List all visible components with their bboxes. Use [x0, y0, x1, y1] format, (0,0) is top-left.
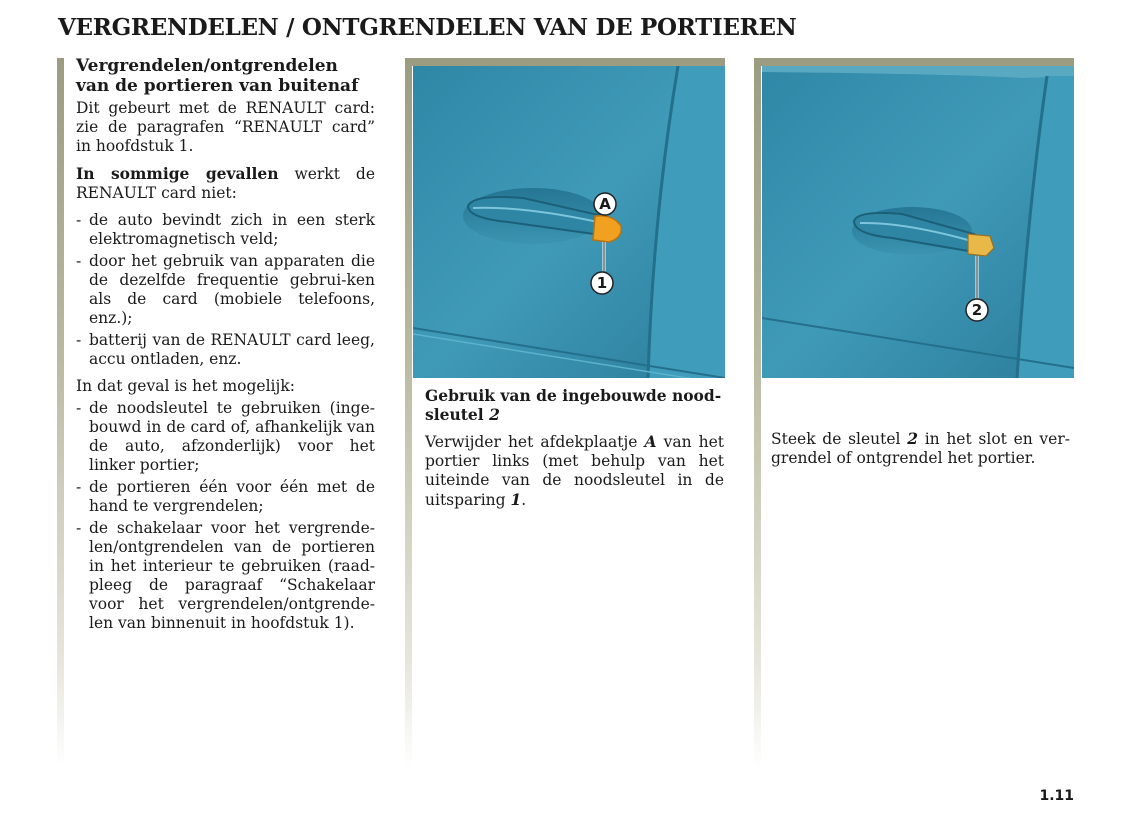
callout-1-label: 1: [596, 274, 608, 292]
callout-2-label: 2: [971, 301, 983, 319]
intro-text: Dit gebeurt met de RENAULT card: zie de paragrafen “RENAULT card” in hoofdstuk 1.: [76, 99, 375, 155]
body-text-end: .: [521, 491, 527, 509]
options-list: [76, 399, 375, 633]
callout-a-label: A: [599, 195, 611, 213]
left-column: [76, 56, 375, 641]
key-in-lock-photo: [762, 66, 1074, 378]
cases-bold: In sommige gevallen: [76, 164, 279, 183]
page-number: 1.11: [1039, 788, 1074, 804]
list-item: - de noodsleutel te gebruiken (inge-bouwd in de card of, afhankelijk van de auto, afzonderlijk) voor het linker portier;: [76, 399, 375, 475]
ref-1: 1: [510, 490, 522, 509]
ref-a: A: [644, 432, 657, 451]
middle-subheading: [425, 386, 724, 424]
right-top-bar: [754, 58, 1074, 66]
list-item: - de portieren één voor één met de hand te vergrendelen;: [76, 478, 375, 516]
left-column-bar: [57, 58, 64, 768]
list-item: - batterij van de RENAULT card leeg, accu ontladen, enz.: [76, 331, 375, 369]
right-text-2: in het slot en ver-grendel of ontgrendel het portier.: [771, 430, 1071, 467]
body-text-2: van het portier links (met behulp van het uiteinde van de noodsleutel in de uitsparing: [425, 433, 724, 509]
cases-intro: [76, 164, 375, 203]
cases-rest: werkt de RENAULT card niet:: [76, 165, 375, 202]
right-text-1: Steek de sleutel: [771, 430, 908, 448]
list-item: - door het gebruik van apparaten die de dezelfde frequentie gebrui-ken als de card (mobiele telefoons, enz.);: [76, 252, 375, 328]
door-handle-illustration: [413, 66, 725, 378]
middle-column-bar: [405, 58, 412, 768]
ref-2: 2: [907, 429, 918, 448]
key-in-lock-illustration: [762, 66, 1074, 378]
list-item: - de schakelaar voor het vergrende-len/ontgrendelen van de portieren in het interieur te gebruiken (raad-pleeg de paragraaf “Schakelaar voor het vergrendelen/ontgrende-len van binnenuit in hoofdstuk 1).: [76, 519, 375, 633]
subheading-text: Gebruik van de ingebouwde nood-sleutel: [425, 386, 722, 424]
right-column-bar: [754, 58, 761, 768]
middle-top-bar: [405, 58, 725, 66]
possible-text: In dat geval is het mogelijk:: [76, 377, 295, 395]
section-heading: Vergrendelen/ontgrendelen van de portieren van buitenaf: [76, 56, 359, 96]
list-item: - de auto bevindt zich in een sterk elektromagnetisch veld;: [76, 211, 375, 249]
door-handle-photo-cover: [413, 66, 725, 378]
body-text-1: Verwijder het afdekplaatje: [425, 433, 645, 451]
right-column: [771, 429, 1070, 476]
page-title: VERGRENDELEN / ONTGRENDELEN VAN DE PORTIEREN: [58, 14, 797, 41]
middle-body: [425, 432, 724, 510]
middle-column: [425, 386, 724, 518]
subheading-number: 2: [489, 405, 500, 424]
right-body: [771, 429, 1070, 468]
cases-list: [76, 211, 375, 369]
